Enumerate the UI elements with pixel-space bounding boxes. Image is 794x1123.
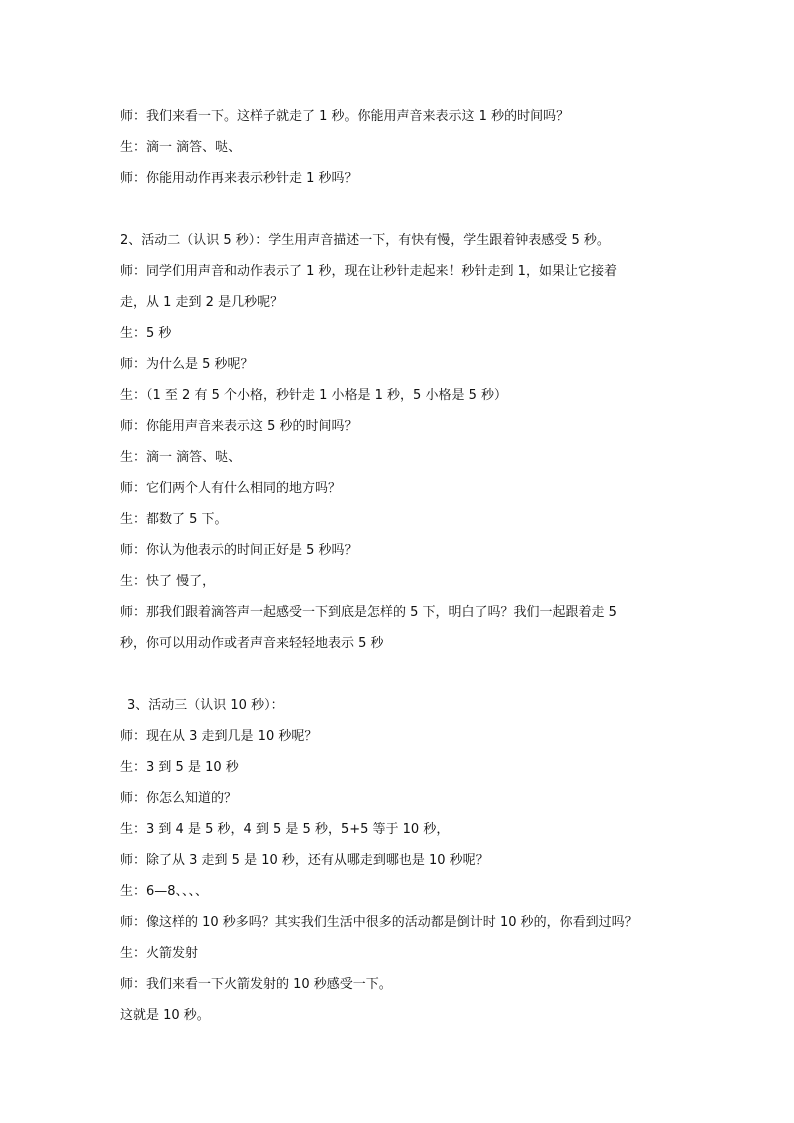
text-line: 师：现在从 3 走到几是 10 秒呢？	[120, 729, 318, 744]
text-line: 生：滴一 滴答、哒、	[120, 450, 242, 465]
text-line: 生：（1 至 2 有 5 个小格，秒针走 1 小格是 1 秒，5 小格是 5 秒）	[120, 388, 507, 403]
text-line: 师：为什么是 5 秒呢？	[120, 357, 254, 372]
text-line: 生：快了 慢了，	[120, 574, 216, 589]
text-line: 师：它们两个人有什么相同的地方吗？	[120, 481, 342, 496]
text-line: 生：滴一 滴答、哒、	[120, 140, 242, 155]
text-line: 生：3 到 5 是 10 秒	[120, 760, 239, 775]
text-line: 生：5 秒	[120, 326, 172, 341]
section-heading: 2、活动二（认识 5 秒）：学生用声音描述一下，有快有慢，学生跟着钟表感受 5 秒。	[120, 233, 610, 248]
text-line: 师：除了从 3 走到 5 是 10 秒，还有从哪走到哪也是 10 秒呢？	[120, 853, 489, 868]
text-line: 生：都数了 5 下。	[120, 512, 228, 527]
text-line: 生：火箭发射	[120, 946, 199, 961]
text-line: 生：3 到 4 是 5 秒，4 到 5 是 5 秒，5+5 等于 10 秒，	[120, 822, 450, 837]
text-line: 这就是 10 秒。	[120, 1008, 210, 1023]
dialogue-block-3	[120, 690, 680, 1031]
text-line: 生：6—8、、、、	[120, 884, 209, 899]
paragraph-gap	[120, 194, 680, 225]
section-heading: 3、活动三（认识 10 秒）：	[127, 698, 284, 713]
text-line: 师：那我们跟着滴答声一起感受一下到底是怎样的 5 下，明白了吗？我们一起跟着走 5	[120, 605, 617, 620]
document-body	[120, 101, 680, 1031]
paragraph-gap	[120, 659, 680, 690]
text-line: 秒，你可以用动作或者声音来轻轻地表示 5 秒	[120, 636, 384, 651]
text-line: 师：像这样的 10 秒多吗？其实我们生活中很多的活动都是倒计时 10 秒的，你看到过吗？	[120, 915, 638, 930]
text-line: 师：同学们用声音和动作表示了 1 秒，现在让秒针走起来！秒针走到 1，如果让它接着	[120, 264, 617, 279]
text-line: 走，从 1 走到 2 是几秒呢？	[120, 295, 284, 310]
dialogue-block-1	[120, 101, 680, 194]
text-line: 师：你能用声音来表示这 5 秒的时间吗？	[120, 419, 358, 434]
text-line: 师：你怎么知道的？	[120, 791, 238, 806]
dialogue-block-2	[120, 225, 680, 659]
text-line: 师：我们来看一下火箭发射的 10 秒感受一下。	[120, 977, 392, 992]
text-line: 师：你能用动作再来表示秒针走 1 秒吗？	[120, 171, 358, 186]
text-line: 师：你认为他表示的时间正好是 5 秒吗？	[120, 543, 358, 558]
text-line: 师：我们来看一下。这样子就走了 1 秒。你能用声音来表示这 1 秒的时间吗？	[120, 109, 570, 124]
